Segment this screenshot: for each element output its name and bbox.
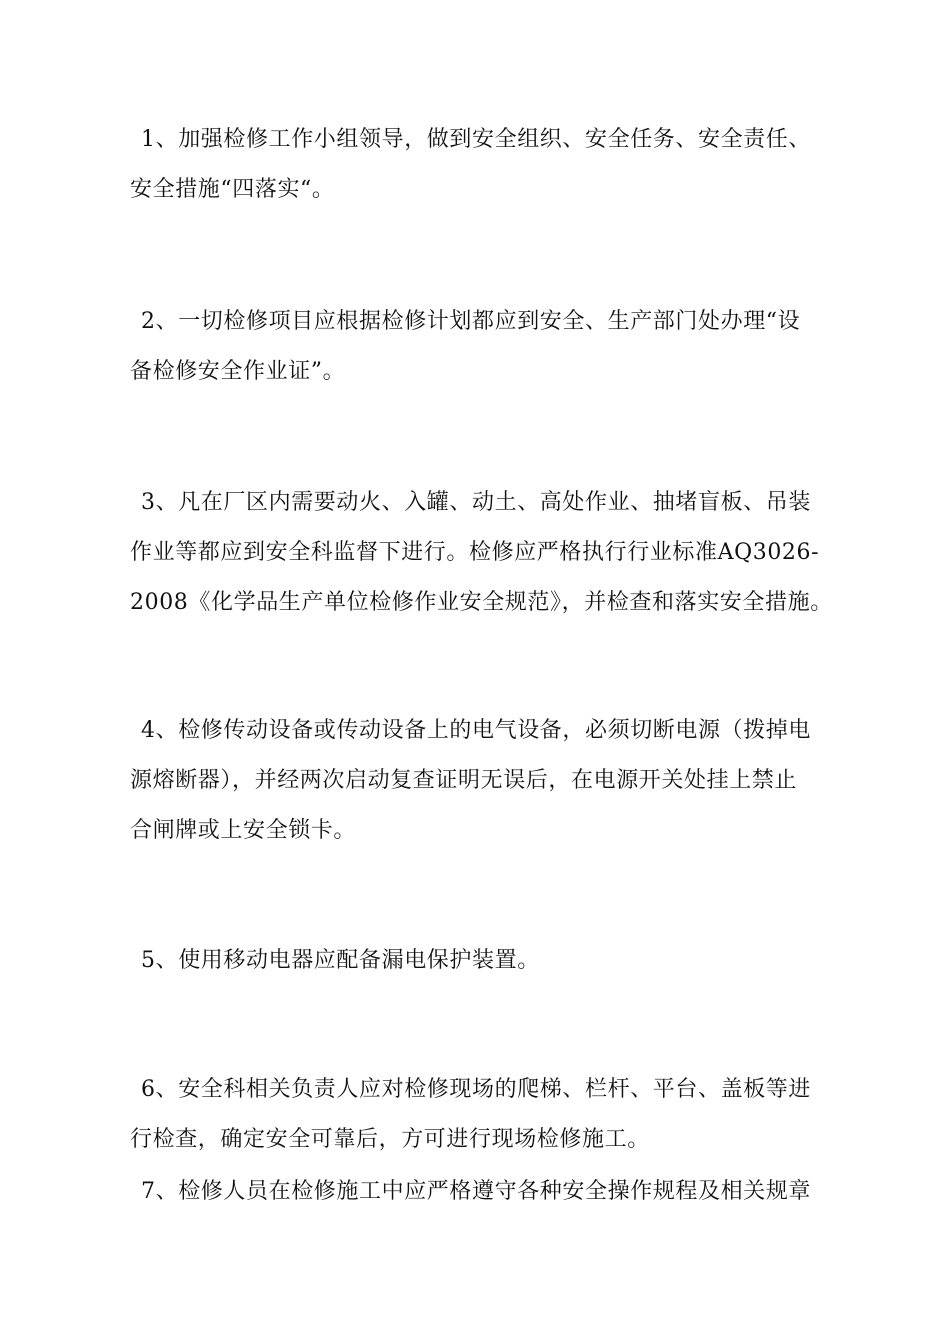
paragraph-line: 5、使用移动电器应配备漏电保护装置。 xyxy=(141,948,540,973)
paragraph-line: 6、安全科相关负责人应对检修现场的爬梯、栏杆、平台、盖板等进 xyxy=(141,1077,811,1102)
paragraph-line: 源熔断器），并经两次启动复查证明无误后，在电源开关处挂上禁止 xyxy=(130,768,798,793)
paragraph-line: 行检查，确定安全可靠后，方可进行现场检修施工。 xyxy=(130,1127,650,1152)
paragraph-line: 备检修安全作业证”。 xyxy=(130,359,346,384)
paragraph-line: 安全措施“四落实“。 xyxy=(130,177,335,202)
paragraph-line: 3、凡在厂区内需要动火、入罐、动土、高处作业、抽堵盲板、吊装 xyxy=(141,490,811,515)
paragraph-line: 4、检修传动设备或传动设备上的电气设备，必须切断电源（拨掉电 xyxy=(141,718,811,743)
paragraph-line: 7、检修人员在检修施工中应严格遵守各种安全操作规程及相关规章 xyxy=(141,1179,811,1204)
paragraph-line: 2、一切检修项目应根据检修计划都应到安全、生产部门处办理“设 xyxy=(141,309,801,334)
paragraph-line: 2008《化学品生产单位检修作业安全规范》，并检查和落实安全措施。 xyxy=(130,590,833,615)
paragraph-line: 合闸牌或上安全锁卡。 xyxy=(130,818,357,843)
paragraph-line: 1、加强检修工作小组领导，做到安全组织、安全任务、安全责任、 xyxy=(141,127,811,152)
paragraph-line: 作业等都应到安全科监督下进行。检修应严格执行行业标准AQ3026- xyxy=(130,540,820,565)
